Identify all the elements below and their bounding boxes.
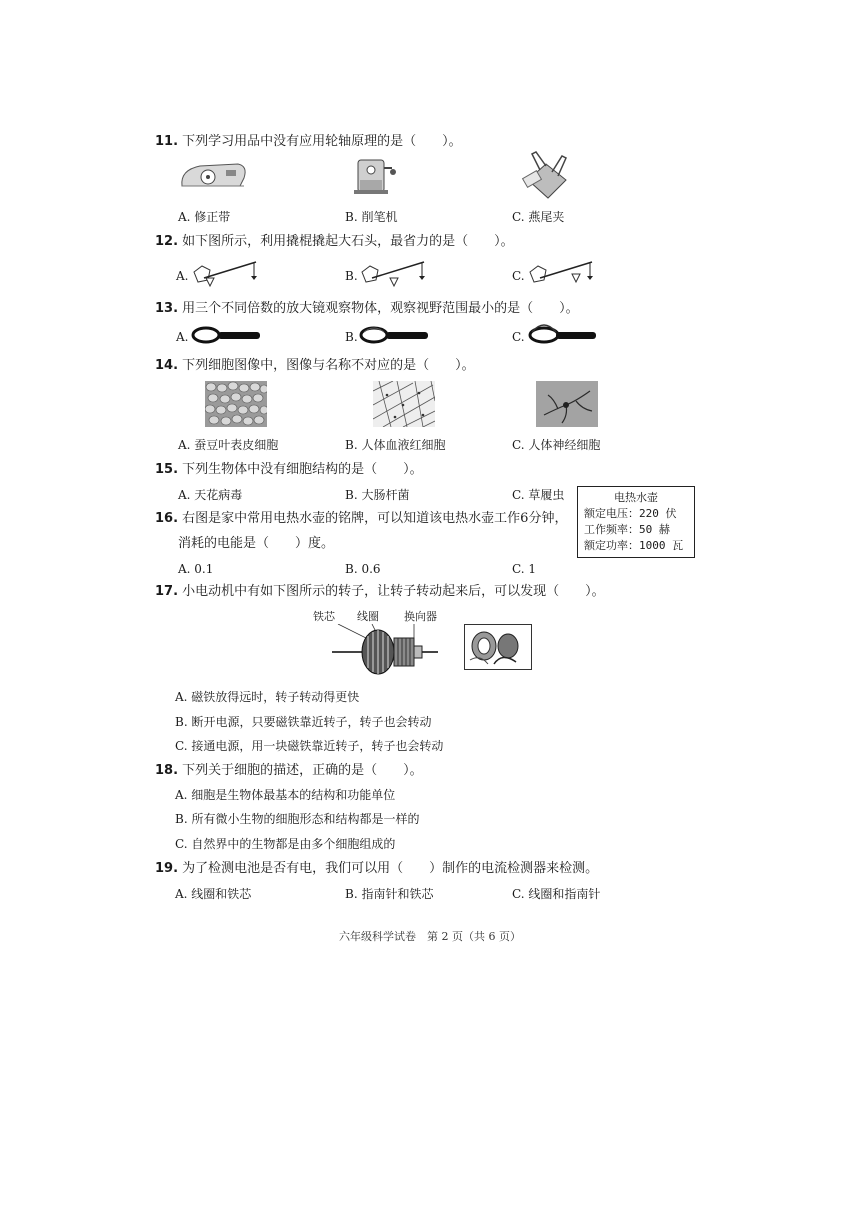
question-11: [155, 134, 462, 150]
question-number: 19.: [155, 861, 179, 876]
question-text: 下列生物体中没有细胞结构的是（ ）。: [182, 462, 423, 477]
option-15-b[interactable]: B. 大肠杆菌: [345, 488, 410, 502]
kettle-nameplate: [577, 486, 695, 558]
question-12: [155, 234, 514, 250]
label-iron-core: 铁芯: [313, 610, 335, 623]
option-18-b[interactable]: B. 所有微小生物的细胞形态和结构都是一样的: [175, 812, 420, 826]
magnifier-c-icon: [526, 318, 598, 348]
option-11-a[interactable]: A. 修正带: [178, 210, 231, 224]
nameplate-frequency: 工作频率：50 赫: [584, 523, 670, 536]
question-16: [155, 511, 567, 527]
option-14-b[interactable]: B. 人体血液红细胞: [345, 438, 446, 452]
question-number: 12.: [155, 234, 179, 249]
question-15: [155, 462, 423, 478]
motor-photo: [464, 624, 532, 670]
option-19-a[interactable]: A. 线圈和铁芯: [175, 887, 252, 901]
rotor-diagram: [332, 624, 438, 680]
option-18-c[interactable]: C. 自然界中的生物都是由多个细胞组成的: [175, 837, 396, 851]
option-17-c[interactable]: C. 接通电源，用一块磁铁靠近转子，转子也会转动: [175, 739, 444, 753]
lever-a-icon: [190, 258, 262, 290]
nameplate-title: 电热水壶: [614, 491, 658, 504]
question-number: 14.: [155, 358, 179, 373]
question-text: 右图是家中常用电热水壶的铭牌，可以知道该电热水壶工作6分钟，: [182, 511, 568, 526]
option-17-b[interactable]: B. 断开电源，只要磁铁靠近转子，转子也会转动: [175, 715, 432, 729]
lever-b-icon: [358, 258, 430, 290]
option-15-a[interactable]: A. 天花病毒: [178, 488, 243, 502]
option-18-a[interactable]: A. 细胞是生物体最基本的结构和功能单位: [175, 788, 396, 802]
option-11-b[interactable]: B. 削笔机: [345, 210, 398, 224]
magnifier-b-icon: [358, 322, 430, 348]
question-text: 用三个不同倍数的放大镜观察物体，观察视野范围最小的是（ ）。: [182, 301, 579, 316]
nameplate-voltage: 额定电压：220 伏: [584, 507, 677, 520]
option-15-c[interactable]: C. 草履虫: [512, 488, 565, 502]
option-12-a[interactable]: A.: [176, 269, 189, 283]
question-text: 为了检测电池是否有电，我们可以用（ ）制作的电流检测器来检测。: [182, 861, 599, 876]
option-13-a[interactable]: A.: [176, 330, 189, 344]
question-number: 15.: [155, 462, 179, 477]
option-14-a[interactable]: A. 蚕豆叶表皮细胞: [178, 438, 279, 452]
nameplate-power: 额定功率：1000 瓦: [584, 539, 684, 552]
option-11-c[interactable]: C. 燕尾夹: [512, 210, 565, 224]
pencil-sharpener-icon: [348, 152, 396, 200]
question-number: 17.: [155, 584, 179, 599]
question-19: [155, 861, 598, 877]
option-12-c[interactable]: C.: [512, 269, 525, 283]
option-16-b[interactable]: B. 0.6: [345, 562, 381, 576]
question-number: 11.: [155, 134, 179, 149]
option-17-a[interactable]: A. 磁铁放得远时，转子转动得更快: [175, 690, 360, 704]
option-16-c[interactable]: C. 1: [512, 562, 537, 576]
question-text: 下列关于细胞的描述，正确的是（ ）。: [182, 763, 423, 778]
cell-image-c: [536, 381, 598, 427]
question-14: [155, 358, 475, 374]
cell-image-b: [373, 381, 435, 427]
question-text: 下列学习用品中没有应用轮轴原理的是（ ）。: [182, 134, 462, 149]
question-18: [155, 763, 423, 779]
option-16-a[interactable]: A. 0.1: [178, 562, 214, 576]
question-13: [155, 301, 579, 317]
option-19-c[interactable]: C. 线圈和指南针: [512, 887, 601, 901]
option-14-c[interactable]: C. 人体神经细胞: [512, 438, 601, 452]
label-coil: 线圈: [357, 610, 379, 623]
question-number: 13.: [155, 301, 179, 316]
option-12-b[interactable]: B.: [345, 269, 358, 283]
lever-c-icon: [526, 258, 598, 290]
magnifier-a-icon: [190, 324, 262, 346]
label-commutator: 换向器: [404, 610, 437, 623]
option-13-c[interactable]: C.: [512, 330, 525, 344]
option-13-b[interactable]: B.: [345, 330, 358, 344]
page-footer: 六年级科学试卷 第 2 页（共 6 页）: [339, 930, 521, 943]
question-number: 18.: [155, 763, 179, 778]
cell-image-a: [205, 381, 267, 427]
question-text: 如下图所示，利用撬棍撬起大石头，最省力的是（ ）。: [182, 234, 514, 249]
question-17: [155, 584, 605, 600]
question-text: 小电动机中有如下图所示的转子，让转子转动起来后，可以发现（ ）。: [182, 584, 605, 599]
question-16-line2: 消耗的电能是（ ）度。: [178, 536, 335, 551]
question-text: 下列细胞图像中，图像与名称不对应的是（ ）。: [182, 358, 475, 373]
binder-clip-icon: [518, 150, 572, 202]
question-number: 16.: [155, 511, 179, 526]
correction-tape-icon: [178, 160, 250, 194]
option-19-b[interactable]: B. 指南针和铁芯: [345, 887, 434, 901]
